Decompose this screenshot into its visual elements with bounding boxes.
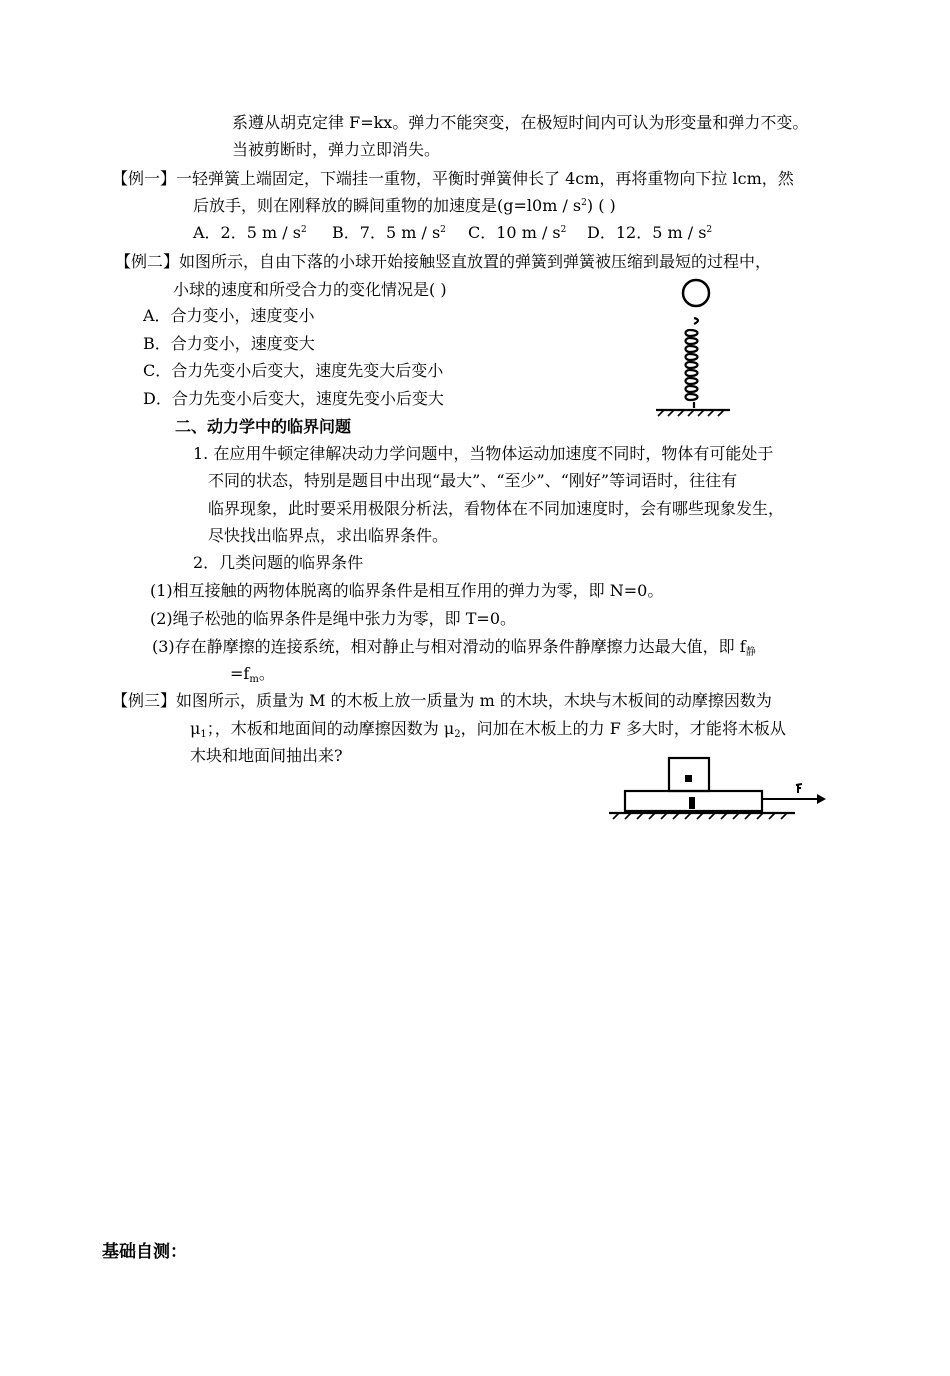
condition-3-line-1 bbox=[152, 636, 756, 658]
exponent: 2 bbox=[706, 225, 713, 235]
option-text: D．12．5 m / s bbox=[587, 223, 707, 242]
condition-2: (2)绳子松弛的临界条件是绳中张力为零，即 T=0。 bbox=[150, 609, 517, 628]
condition-3-text: =f bbox=[230, 664, 250, 683]
example1-option-a bbox=[193, 222, 307, 244]
force-arrow-head bbox=[817, 794, 826, 804]
example3-question-line-1: 【例三】如图所示，质量为 M 的木板上放一质量为 m 的木块，木块与木板间的动摩擦因数为 bbox=[112, 691, 772, 710]
example1-line2-tail: ) ( ) bbox=[586, 196, 616, 215]
example1-question-line-2 bbox=[193, 195, 616, 217]
condition-3-line-2 bbox=[230, 663, 275, 685]
condition-1: (1)相互接触的两物体脱离的临界条件是相互作用的弹力为零，即 N=0。 bbox=[150, 581, 664, 600]
example3-question-line-2 bbox=[190, 718, 786, 740]
spring bbox=[686, 318, 699, 408]
section2-p1-line-3: 临界现象，此时要采用极限分析法，看物体在不同加速度时，会有哪些现象发生， bbox=[208, 499, 785, 518]
example1-question-line-1: 【例一】一轻弹簧上端固定，下端挂一重物，平衡时弹簧伸长了 4cm，再将重物向下拉 lcm，然 bbox=[112, 169, 794, 188]
example3-line2-tail: ，问加在木板上的力 F 多大时，才能将木板从 bbox=[460, 719, 786, 738]
self-test-heading: 基础自测： bbox=[102, 1242, 187, 1262]
subscript: 2 bbox=[454, 729, 461, 740]
example3-line2-text: ；，木板和地面间的动摩擦因数为 μ bbox=[206, 719, 455, 738]
exponent: 2 bbox=[560, 225, 567, 235]
intro-line-1: 系遵从胡克定律 F=kx。弹力不能突变，在极短时间内可认为形变量和弹力不变。 bbox=[232, 113, 809, 132]
block-m bbox=[669, 758, 709, 791]
example2-option-b: B．合力变小，速度变大 bbox=[143, 334, 315, 353]
example2-option-c: C．合力先变小后变大，速度先变大后变小 bbox=[143, 361, 444, 380]
block-mark bbox=[685, 775, 692, 782]
example2-question-line-1: 【例二】如图所示，自由下落的小球开始接触竖直放置的弹簧到弹簧被压缩到最短的过程中， bbox=[115, 252, 772, 271]
option-text: B．7．5 m / s bbox=[332, 223, 441, 242]
example1-line2-text: 后放手，则在刚释放的瞬间重物的加速度是(g=l0m / s bbox=[193, 196, 582, 215]
exponent: 2 bbox=[440, 225, 446, 235]
section2-heading: 二、动力学中的临界问题 bbox=[175, 417, 352, 436]
intro-line-2: 当被剪断时，弹力立即消失。 bbox=[232, 140, 441, 159]
option-text: A．2．5 m / s bbox=[193, 223, 301, 242]
example2-option-a: A．合力变小，速度变小 bbox=[143, 306, 315, 325]
option-text: C．10 m / s bbox=[468, 223, 561, 242]
section2-p1-line-4: 尽快找出临界点，求出临界条件。 bbox=[208, 526, 449, 545]
section2-p1-line-2: 不同的状态，特别是题目中出现“最大”、“至少”、“刚好”等词语时，往往有 bbox=[208, 471, 738, 490]
exponent: 2 bbox=[581, 198, 587, 208]
force-label-f bbox=[796, 784, 802, 793]
section2-p1-line-1: 1. 在应用牛顿定律解决动力学问题中，当物体运动加速度不同时，物体有可能处于 bbox=[193, 444, 774, 463]
example3-question-line-3: 木块和地面间抽出来? bbox=[190, 746, 343, 765]
subscript: 1 bbox=[200, 729, 207, 740]
board-mark bbox=[689, 797, 695, 809]
example1-option-c bbox=[468, 222, 566, 244]
mu-symbol: μ bbox=[190, 719, 201, 738]
spring-ball-figure bbox=[650, 272, 740, 422]
example2-question-line-2: 小球的速度和所受合力的变化情况是( ) bbox=[173, 280, 447, 299]
example2-option-d: D．合力先变小后变大，速度先变小后变大 bbox=[143, 389, 444, 408]
condition-3-text: (3)存在静摩擦的连接系统，相对静止与相对滑动的临界条件静摩擦力达最大值，即 f bbox=[152, 637, 746, 656]
subscript: 静 bbox=[745, 647, 756, 658]
section2-p2: 2．几类问题的临界条件 bbox=[193, 553, 364, 572]
exponent: 2 bbox=[300, 225, 307, 235]
ball bbox=[683, 280, 709, 306]
example1-option-b bbox=[332, 222, 446, 244]
subscript: m bbox=[249, 674, 259, 685]
board-block-figure bbox=[605, 757, 835, 827]
condition-3-tail: 。 bbox=[258, 664, 275, 683]
example1-option-d bbox=[587, 222, 712, 244]
